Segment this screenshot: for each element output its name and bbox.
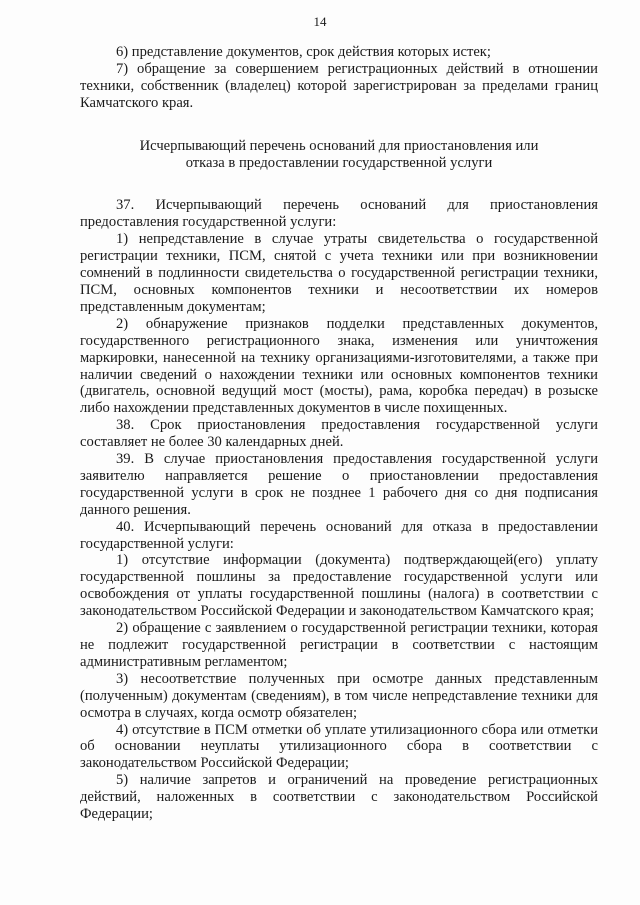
paragraph-37: 37. Исчерпывающий перечень оснований для приостановления предоставления государственной услуги: — [80, 197, 598, 231]
section-heading-line-2: отказа в предоставлении государственной услуги — [185, 154, 493, 171]
paragraph-39: 39. В случае приостановления предоставления государственной услуги заявителю направляется решение о приостановлении предоставления государственной услуги в срок не позднее 1 рабочего дня со дня подписания данного решения. — [80, 451, 598, 518]
paragraph-40-item-3: 3) несоответствие полученных при осмотре данных представленным (полученным) документам (сведениям), в том числе непредставление техники для осмотра в случаях, когда осмотр обязателен; — [80, 670, 598, 721]
section-heading-line-1: Исчерпывающий перечень оснований для приостановления или — [139, 137, 539, 154]
paragraph-40: 40. Исчерпывающий перечень оснований для отказа в предоставлении государственной услуги: — [80, 518, 598, 552]
paragraph-38: 38. Срок приостановления предоставления государственной услуги составляет не более 30 календарных дней. — [80, 417, 598, 451]
paragraph-37-item-2: 2) обнаружение признаков подделки представленных документов, государственного регистрационного знака, изменения или уничтожения маркировки, нанесенной на технику организациями-изготовителями, а также при наличии сведений о нахождении техники или основных компонентов техники (двигатель, основной ведущий мост (мосты), рама, коробка передач) в розыске либо нахождении представленных документов в числе похищенных. — [80, 315, 598, 417]
paragraph-40-item-4: 4) отсутствие в ПСМ отметки об уплате утилизационного сбора или отметки об основании неуплаты утилизационного сбора в соответствии с законодательством Российской Федерации; — [80, 721, 598, 772]
paragraph-40-item-1: 1) отсутствие информации (документа) подтверждающей(его) уплату государственной пошлины за предоставление государственной услуги или освобождения от уплаты государственной пошлины (налога) в соответствии с законодательством Российской Федерации и законодательством Камчатского края; — [80, 552, 598, 620]
paragraph-40-item-2: 2) обращение с заявлением о государственной регистрации техники, которая не подлежит государственной регистрации в соответствии с настоящим административным регламентом; — [80, 620, 598, 670]
section-heading — [80, 138, 598, 172]
page-number: 14 — [313, 14, 327, 29]
paragraph-40-item-5: 5) наличие запретов и ограничений на проведение регистрационных действий, наложенных в соответствии с законодательством Российской Федерации; — [80, 772, 598, 823]
paragraph-item-6: 6) представление документов, срок действия которых истек; — [116, 44, 491, 60]
document-body — [80, 44, 598, 823]
paragraph-item-7: 7) обращение за совершением регистрационных действий в отношении техники, собственник (владелец) которой зарегистрирован за пределами границ Камчатского края. — [80, 60, 598, 111]
paragraph-37-item-1: 1) непредставление в случае утраты свидетельства о государственной регистрации техники, ПСМ, снятой с учета техники или при возникновении сомнений в подлинности свидетельства о государственной регистрации техники, ПСМ, основных компонентов техники и несоответствии их номеров представленным документам; — [80, 231, 598, 315]
